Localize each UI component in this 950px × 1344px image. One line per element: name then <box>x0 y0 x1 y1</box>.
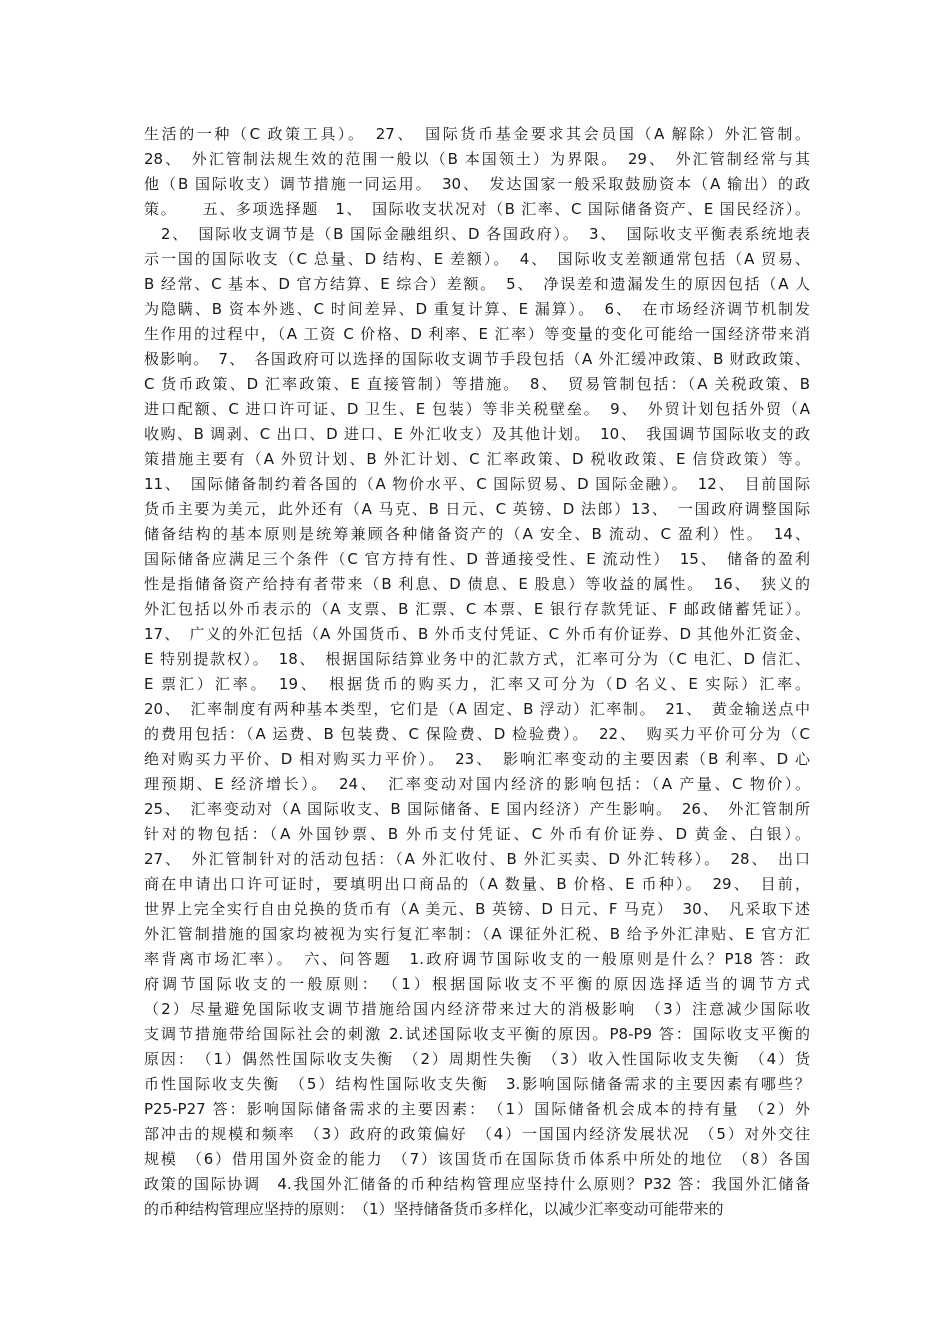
text-line: 储备结构的基本原则是统筹兼顾各种储备资产的（A 安全、B 流动、C 盈利）性。 14、 <box>144 525 810 543</box>
text-line: B 经常、C 基本、D 官方结算、E 综合）差额。 5、 净误差和遗漏发生的原因包括（A 人 <box>144 275 810 293</box>
text-line: 绝对购买力平价、D 相对购买力平价）。 23、 影响汇率变动的主要因素（B 利率、D 心 <box>144 750 810 768</box>
text-line: E 特别提款权）。 18、 根据国际结算业务中的汇款方式，汇率可分为（C 电汇、D 信汇、 <box>144 650 810 668</box>
body-text <box>144 122 810 1222</box>
text-line: 他（B 国际收支）调节措施一同运用。 30、 发达国家一般采取鼓励资本（A 输出）的政 <box>144 175 810 193</box>
text-line: 货币主要为美元，此外还有（A 马克、B 日元、C 英镑、D 法郎）13、 一国政府调整国际 <box>144 500 810 518</box>
text-line: 25、 汇率变动对（A 国际收支、B 国际储备、E 国内经济）产生影响。 26、 外汇管制所 <box>144 800 810 818</box>
text-line: 27、 外汇管制针对的活动包括：（A 外汇收付、B 外汇买卖、D 外汇转移）。 28、 出口 <box>144 850 810 868</box>
text-line: 收购、B 调剥、C 出口、D 进口、E 外汇收支）及其他计划。 10、 我国调节国际收支的政 <box>144 425 810 443</box>
text-line: E 票汇）汇率。 19、 根据货币的购买力，汇率又可分为（D 名义、E 实际）汇率。 <box>144 675 810 693</box>
text-line: 理预期、E 经济增长）。 24、 汇率变动对国内经济的影响包括：（A 产量、C 物价）。 <box>144 775 810 793</box>
text-line: 为隐瞒、B 资本外逃、C 时间差异、D 重复计算、E 漏算）。 6、 在市场经济调节机制发 <box>144 300 810 318</box>
text-line: 17、 广义的外汇包括（A 外国货币、B 外币支付凭证、C 外币有价证券、D 其他外汇资金、 <box>144 625 810 643</box>
text-line: 支调节措施带给国际社会的刺激 2.试述国际收支平衡的原因。P8-P9 答：国际收支平衡的 <box>144 1025 810 1043</box>
text-line: 府调节国际收支的一般原则： （1）根据国际收支不平衡的原因选择适当的调节方式 <box>144 975 810 993</box>
text-line: 商在申请出口许可证时，要填明出口商品的（A 数量、B 价格、E 币种）。 29、 目前， <box>144 875 810 893</box>
text-line: 外汇包括以外币表示的（A 支票、B 汇票、C 本票、E 银行存款凭证、F 邮政储蓄凭证）。 <box>144 600 810 618</box>
text-line: 生活的一种（C 政策工具）。 27、 国际货币基金要求其会员国（A 解除）外汇管制。 <box>144 125 810 143</box>
text-line: 进口配额、C 进口许可证、D 卫生、E 包装）等非关税壁垒。 9、 外贸计划包括外贸（A <box>144 400 810 418</box>
text-line: P25-P27 答：影响国际储备需求的主要因素： （1）国际储备机会成本的持有量 （2）外 <box>144 1100 810 1118</box>
text-line: 2、 国际收支调节是（B 国际金融组织、D 各国政府）。 3、 国际收支平衡表系统地表 <box>144 225 810 243</box>
text-line: 原因： （1）偶然性国际收支失衡 （2）周期性失衡 （3）收入性国际收支失衡 （4）货 <box>144 1050 810 1068</box>
text-line: 部冲击的规模和频率 （3）政府的政策偏好 （4）一国国内经济发展状况 （5）对外交往 <box>144 1125 810 1143</box>
text-line: 外汇管制措施的国家均被视为实行复汇率制：（A 课征外汇税、B 给予外汇津贴、E 官方汇 <box>144 925 810 943</box>
text-line: 极影响。 7、 各国政府可以选择的国际收支调节手段包括（A 外汇缓冲政策、B 财政政策、 <box>144 350 810 368</box>
text-line: （2）尽量避免国际收支调节措施给国内经济带来过大的消极影响 （3）注意减少国际收 <box>144 1000 810 1018</box>
text-line: 政策的国际协调 4.我国外汇储备的币种结构管理应坚持什么原则？P32 答：我国外汇储备 <box>144 1175 810 1193</box>
text-line: 28、 外汇管制法规生效的范围一般以（B 本国领土）为界限。 29、 外汇管制经常与其 <box>144 150 810 168</box>
text-line: 策措施主要有（A 外贸计划、B 外汇计划、C 汇率政策、D 税收政策、E 信贷政策）等。 <box>144 450 810 468</box>
text-line: 规模 （6）借用国外资金的能力 （7）该国货币在国际货币体系中所处的地位 （8）各国 <box>144 1150 810 1168</box>
text-line: 币性国际收支失衡 （5）结构性国际收支失衡 3.影响国际储备需求的主要因素有哪些？ <box>144 1075 810 1093</box>
text-line: 性是指储备资产给持有者带来（B 利息、D 债息、E 股息）等收益的属性。 16、 狭义的 <box>144 575 810 593</box>
text-line: 的币种结构管理应坚持的原则： （1）坚持储备货币多样化，以减少汇率变动可能带来的 <box>144 1200 724 1218</box>
text-line: 的费用包括：（A 运费、B 包装费、C 保险费、D 检验费）。 22、 购买力平价可分为（C <box>144 725 810 743</box>
text-line: 国际储备应满足三个条件（C 官方持有性、D 普通接受性、E 流动性） 15、 储备的盈利 <box>144 550 810 568</box>
text-line: 示一国的国际收支（C 总量、D 结构、E 差额）。 4、 国际收支差额通常包括（A 贸易、 <box>144 250 810 268</box>
text-line: C 货币政策、D 汇率政策、E 直接管制）等措施。 8、 贸易管制包括：（A 关税政策、B <box>144 375 810 393</box>
text-line: 生作用的过程中，（A 工资 C 价格、D 利率、E 汇率）等变量的变化可能给一国经济带来消 <box>144 325 810 343</box>
text-line: 率背离市场汇率）。 六、问答题 1.政府调节国际收支的一般原则是什么？P18 答：政 <box>144 950 810 968</box>
text-line: 策。 五、多项选择题 1、 国际收支状况对（B 汇率、C 国际储备资产、E 国民经济）。 <box>144 200 810 218</box>
text-line: 世界上完全实行自由兑换的货币有（A 美元、B 英镑、D 日元、F 马克） 30、 凡采取下述 <box>144 900 810 918</box>
text-line: 11、 国际储备制约着各国的（A 物价水平、C 国际贸易、D 国际金融）。 12、 目前国际 <box>144 475 810 493</box>
text-line: 针对的物包括：（A 外国钞票、B 外币支付凭证、C 外币有价证券、D 黄金、白银）。 <box>144 825 810 843</box>
text-line: 20、 汇率制度有两种基本类型，它们是（A 固定、B 浮动）汇率制。 21、 黄金输送点中 <box>144 700 810 718</box>
